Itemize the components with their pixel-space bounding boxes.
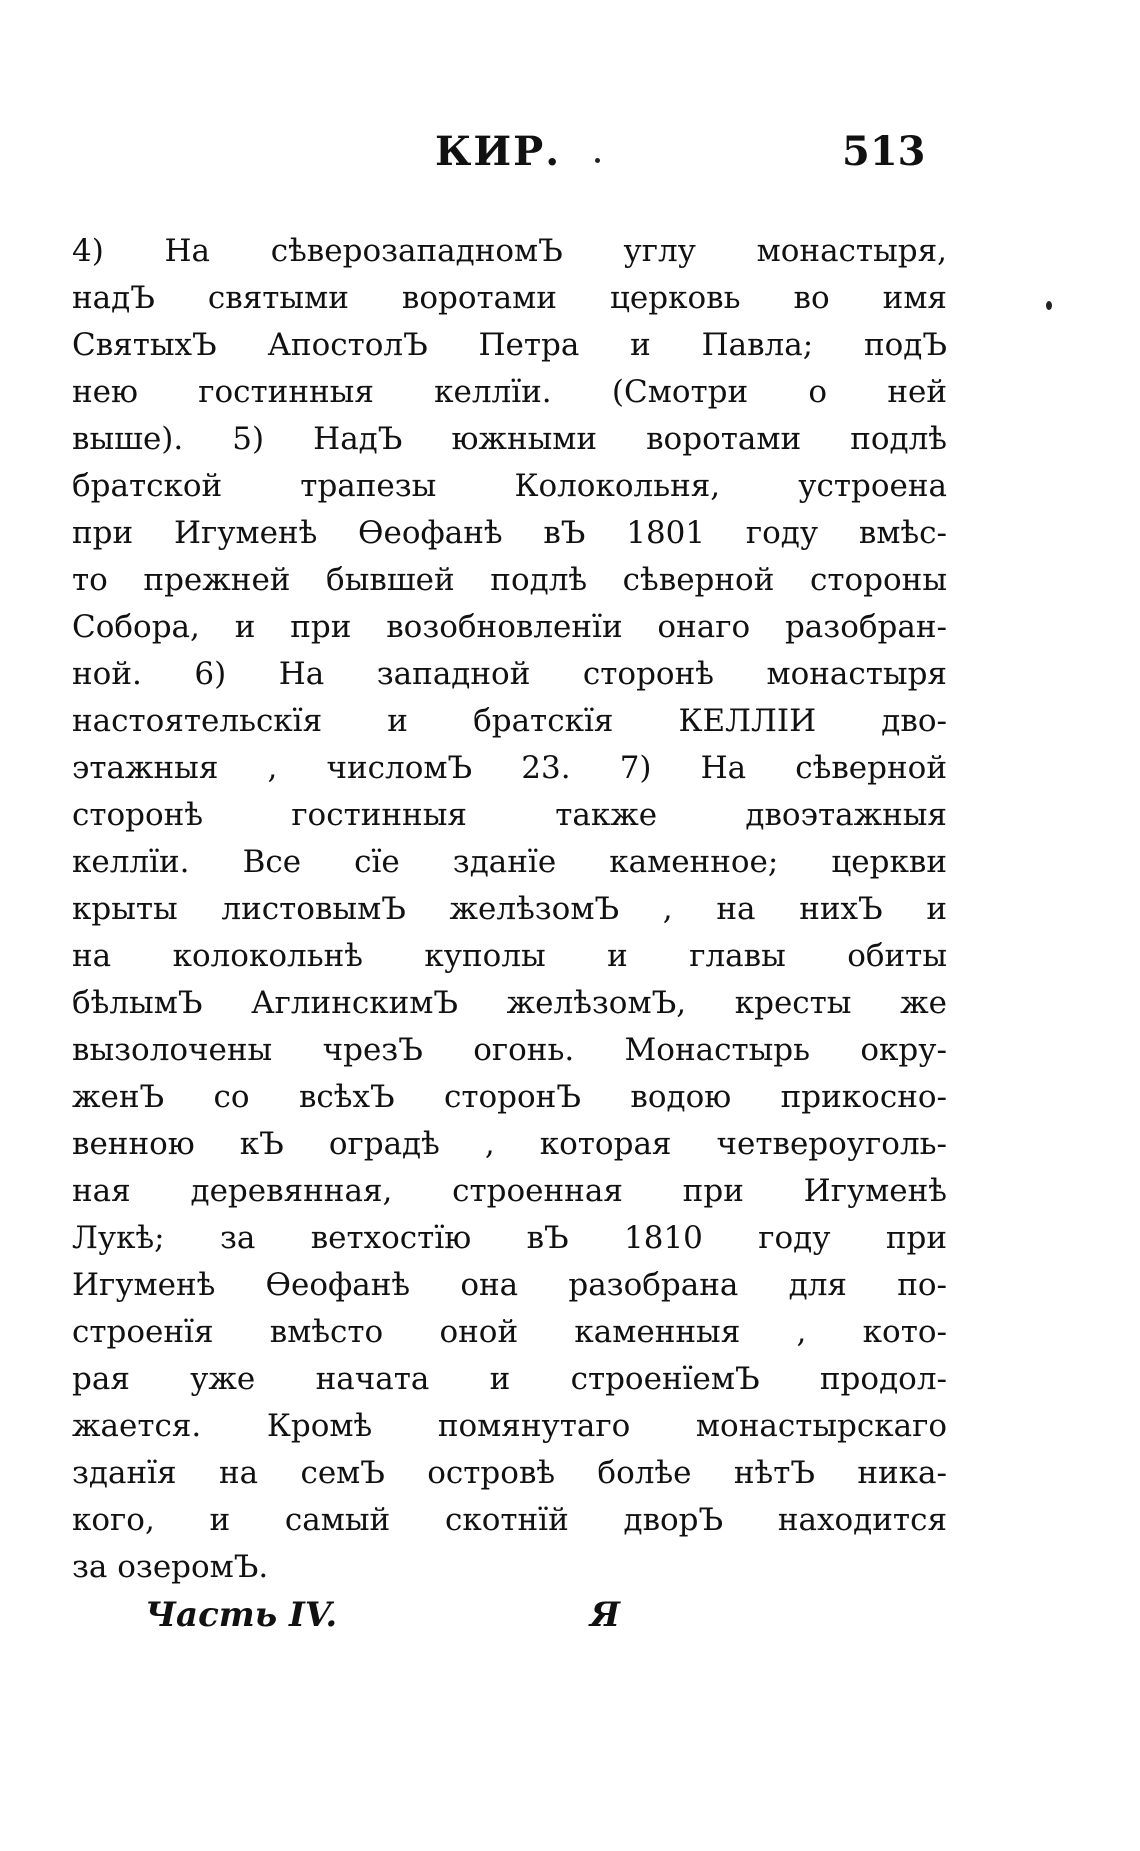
text-line: женЪ со всѣхЪ сторонЪ водою прикосно-	[72, 1079, 947, 1115]
text-line: кого, и самый скотнїй дворЪ находится	[72, 1502, 947, 1538]
text-line: Лукѣ; за ветхостїю вЪ 1810 году при	[72, 1220, 947, 1256]
page-header	[0, 128, 1140, 178]
ink-speck	[1046, 301, 1052, 310]
text-line: келлїи. Все сїе зданїе каменное; церкви	[72, 844, 947, 880]
text-line: сторонѣ гостинныя также двоэтажныя	[72, 797, 947, 833]
text-line: зданїя на семЪ островѣ болѣе нѣтЪ ника-	[72, 1455, 947, 1491]
page-number: 513	[842, 128, 926, 175]
text-line: ная деревянная, строенная при Игуменѣ	[72, 1173, 947, 1209]
text-line: этажныя , числомЪ 23. 7) На сѣверной	[72, 750, 947, 786]
text-line: за озеромЪ.	[72, 1549, 269, 1585]
text-line: крыты листовымЪ желѣзомЪ , на нихЪ и	[72, 891, 947, 927]
text-line: вызолочены чрезЪ огонь. Монастырь окру-	[72, 1032, 947, 1068]
text-line: жается. Кромѣ помянутаго монастырскаго	[72, 1408, 947, 1444]
text-line: Игуменѣ Өеофанѣ она разобрана для по-	[72, 1267, 947, 1303]
text-line: настоятельскїя и братскїя КЕЛЛIИ дво-	[72, 703, 947, 739]
signature-letter: Я	[590, 1595, 620, 1635]
text-line: при Игуменѣ Өеофанѣ вЪ 1801 году вмѣс-	[72, 515, 947, 551]
page-footer	[0, 1595, 1140, 1645]
text-line: братской трапезы Колокольня, устроена	[72, 468, 947, 504]
text-line: строенїя вмѣсто оной каменныя , кото-	[72, 1314, 947, 1350]
text-line: то прежней бывшей подлѣ сѣверной стороны	[72, 562, 947, 598]
running-head: КИР.	[435, 128, 562, 175]
text-line: надЪ святыми воротами церковь во имя	[72, 280, 947, 316]
text-line: рая уже начата и строенїемЪ продол-	[72, 1361, 947, 1397]
text-line: выше). 5) НадЪ южными воротами подлѣ	[72, 421, 947, 457]
text-line: ной. 6) На западной сторонѣ монастыря	[72, 656, 947, 692]
text-line: СвятыхЪ АпостолЪ Петра и Павла; подЪ	[72, 327, 947, 363]
signature-part: Часть IV.	[145, 1595, 338, 1635]
text-line: бѣлымЪ АглинскимЪ желѣзомЪ, кресты же	[72, 985, 947, 1021]
body-text	[72, 228, 947, 1591]
text-line: венною кЪ оградѣ , которая четвероуголь-	[72, 1126, 947, 1162]
text-line: Собора, и при возобновленїи онаго разобран-	[72, 609, 947, 645]
text-line: 4) На сѣверозападномЪ углу монастыря,	[72, 233, 947, 269]
text-line: на колокольнѣ куполы и главы обиты	[72, 938, 947, 974]
ink-speck	[595, 158, 600, 163]
text-line: нею гостинныя келлїи. (Смотри о ней	[72, 374, 947, 410]
